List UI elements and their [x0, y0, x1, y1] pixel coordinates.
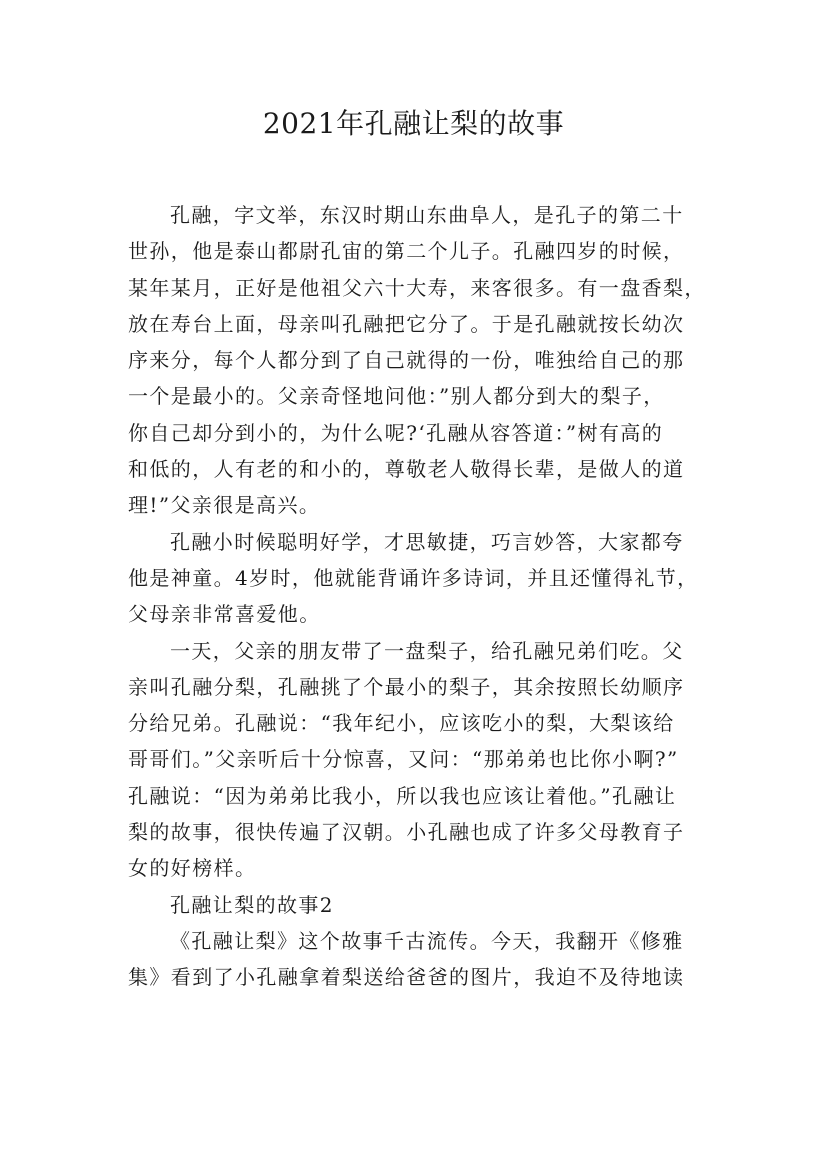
text-line: 一天，父亲的朋友带了一盘梨子，给孔融兄弟们吃。父	[170, 638, 684, 663]
text-line: 孔融让梨的故事2	[170, 892, 334, 917]
text-line: 亲叫孔融分梨，孔融挑了个最小的梨子，其余按照长幼顺序	[128, 674, 685, 699]
text-line: 孔融说：“因为弟弟比我小，所以我也应该让着他。”孔融让	[128, 783, 677, 808]
text-line: 序来分，每个人都分到了自己就得的一份，唯独给自己的那	[128, 348, 685, 373]
text-line: 理!”父亲很是高兴。	[128, 493, 321, 518]
document-body	[128, 197, 710, 996]
text-line: 《孔融让梨》这个故事千古流传。今天，我翻开《修雅	[170, 928, 684, 953]
text-line: 和低的，人有老的和小的，尊敬老人敬得长辈，是做人的道	[128, 457, 685, 482]
text-line: 某年某月，正好是他祖父六十大寿，来客很多。有一盘香梨，	[128, 275, 706, 300]
document-title: 2021年孔融让梨的故事	[262, 107, 565, 140]
text-line: 女的好榜样。	[128, 856, 257, 881]
text-line: 集》看到了小孔融拿着梨送给爸爸的图片，我迫不及待地读	[128, 965, 685, 990]
text-line: 哥哥们。”父亲听后十分惊喜，又问：“那弟弟也比你小啊?”	[128, 747, 679, 772]
text-line: 孔融小时候聪明好学，才思敏捷，巧言妙答，大家都夸	[170, 529, 684, 554]
text-line: 他是神童。4岁时，他就能背诵许多诗词，并且还懂得礼节，	[128, 565, 699, 590]
text-line: 放在寿台上面，母亲叫孔融把它分了。于是孔融就按长幼次	[128, 311, 685, 336]
text-line: 世孙，他是泰山都尉孔宙的第二个儿子。孔融四岁的时候，	[128, 239, 685, 264]
text-line: 你自己却分到小的，为什么呢?‘孔融从容答道：”树有高的	[128, 420, 664, 445]
text-line: 父母亲非常喜爱他。	[128, 602, 321, 627]
text-line: 分给兄弟。孔融说：“我年纪小，应该吃小的梨，大梨该给	[128, 711, 675, 736]
text-line: 一个是最小的。父亲奇怪地问他：”别人都分到大的梨子，	[128, 384, 665, 409]
text-line: 梨的故事，很快传遍了汉朝。小孔融也成了许多父母教育子	[128, 820, 685, 845]
text-line: 孔融，字文举，东汉时期山东曲阜人，是孔子的第二十	[170, 203, 684, 227]
